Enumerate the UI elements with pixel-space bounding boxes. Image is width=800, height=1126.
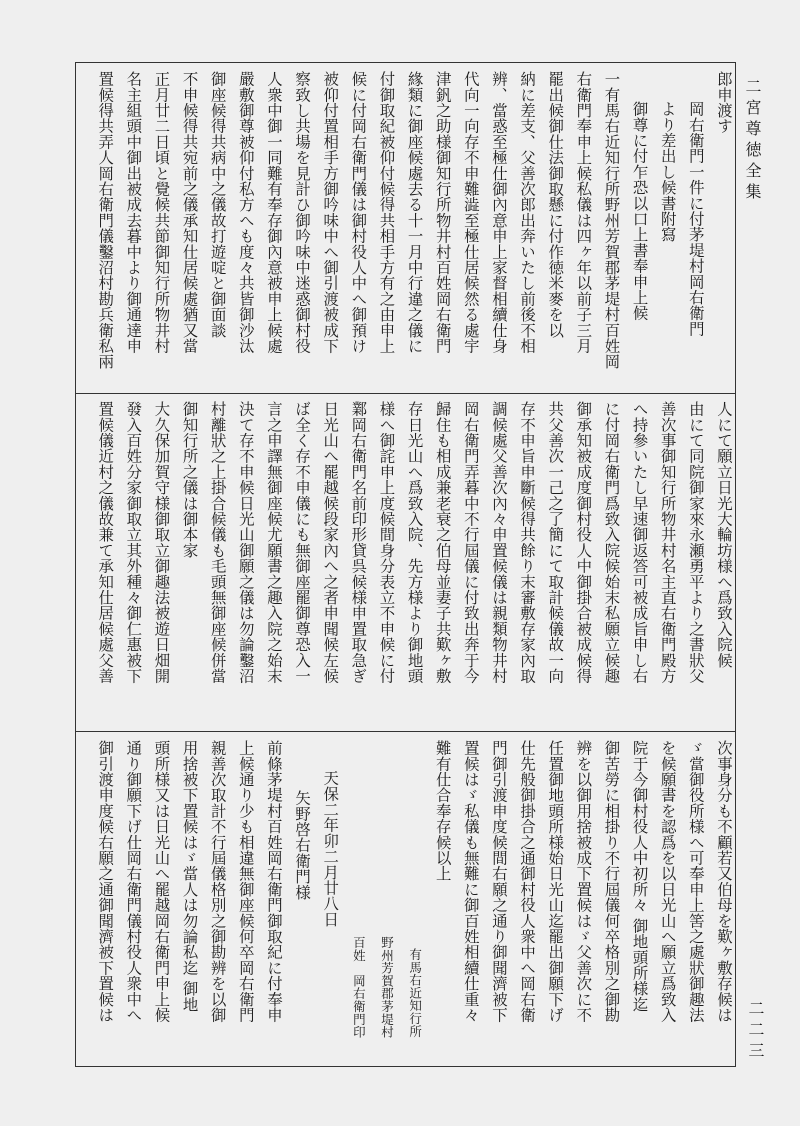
running-title: 二宮尊徳全集 bbox=[743, 78, 762, 204]
text-column: 置候はゞ私儀も無難に御百姓相續仕重々 bbox=[461, 740, 480, 1023]
text-column: より差出し候書附寫 bbox=[658, 101, 677, 243]
text-column: 次事身分も不顧若又伯母を歎ヶ敷存候は bbox=[715, 740, 733, 1023]
text-column: 御座候得共病中之儀故打遊啶と御面談 bbox=[208, 71, 227, 338]
text-column: 御尊に付乍恐以口上書奉申上候 bbox=[630, 101, 649, 321]
text-column: 津釩之助様御知行所物井村百姓岡右衛門 bbox=[433, 71, 452, 354]
text-column: 調候處父善次內々申置候儀は親類物井村 bbox=[490, 401, 508, 684]
text-column: 一有馬右近知行所野州芳賀郡茅堤村百姓岡 bbox=[602, 71, 621, 370]
page-number: 二二三 bbox=[746, 1000, 765, 1063]
text-column: 人衆中御一同難有奉存御內意被申上候處 bbox=[265, 71, 283, 354]
text-column: 共父善次一己之了簡にて取計候儀故一向 bbox=[546, 401, 565, 684]
text-frame bbox=[75, 62, 736, 1067]
text-column: を候願書を認爲を以日光山へ願立爲致入 bbox=[658, 740, 677, 1023]
text-column: 郎申渡す bbox=[715, 71, 733, 134]
text-column: ば全く存不申儀にも無御座罷御尊恐入一 bbox=[293, 401, 312, 684]
text-column: へ持參いたし早速御返答可被成旨申し右 bbox=[630, 401, 649, 684]
text-band-bottom bbox=[76, 740, 743, 1058]
text-column: 言之申譯無御座候尤願書之趣入院之始末 bbox=[265, 401, 283, 684]
text-column: 候に付岡右衛門儀は御村役人中へ御預け bbox=[349, 71, 368, 354]
text-column: 右衛門奉申上候私儀は四ヶ年以前子三月 bbox=[574, 71, 593, 354]
text-column: 緣類に御座候處去る十一月中行違之儀に bbox=[405, 71, 424, 354]
text-column: 歸住も相成兼老衰之伯母並妻子共歎ヶ敷 bbox=[433, 401, 452, 684]
text-column: 罷出候御仕法御取懸に付作徳米麥を以 bbox=[546, 71, 565, 338]
text-column: 御知行所之儀は御本家 bbox=[180, 401, 199, 558]
text-column: 存日光山へ爲致入院、先方様より御地頭 bbox=[405, 401, 424, 684]
text-column: 由にて同院御家來永瀬勇平より之書狀父 bbox=[686, 401, 705, 684]
text-column: 正月廿二日頃と覺候共節御知行所物井村 bbox=[152, 71, 171, 354]
text-column: 用捨被下置候はゞ當人は勿論私迄 御地 bbox=[180, 740, 199, 1013]
text-column: 任置御地頭所様始日光山迄罷出御願下げ bbox=[546, 740, 565, 1023]
text-column: 納に差支、父善次郎出奔いたし前後不相 bbox=[518, 71, 537, 354]
text-column: に付岡右衛門爲致入院候始末私願立候趣 bbox=[602, 401, 621, 684]
text-column: 代向一向存不申難澁至極仕居候然る處宇 bbox=[461, 71, 480, 354]
text-column: 存不申旨申斷候得共餘り末審敷存家內取 bbox=[518, 401, 537, 684]
text-column: 置候得共弄人岡右衛門儀鑿沼村勘兵衛私兩 bbox=[96, 71, 115, 370]
text-column: 被仰付置相手方御吟味中へ御引渡被成下 bbox=[321, 71, 340, 354]
text-column: 岡右衛門弄暮中不行屆儀に付致出奔于今 bbox=[461, 401, 480, 684]
text-column: 發入百姓分家御取立其外種々御仁惠被下 bbox=[124, 401, 143, 684]
text-column: 察致し共場を見計ひ御吟味中迷惑御村役 bbox=[293, 71, 312, 354]
text-column: ゞ當御役所様へ可奉申上筈之處狀御趣法 bbox=[686, 740, 705, 1023]
text-column: 院于今御村役人中初所々 御地頭所様迄 bbox=[630, 740, 649, 1013]
text-column: 辨、當惑至極仕御內意申上家督相續仕身 bbox=[490, 71, 508, 354]
text-band-top bbox=[76, 71, 743, 384]
text-column: 門御引渡申度候間右願之通り御聞濟被下 bbox=[490, 740, 508, 1023]
divider-rule bbox=[76, 393, 735, 394]
text-column: 人にて願立日光大輪坊様へ爲致入院候 bbox=[715, 401, 733, 668]
text-column: 野州芳賀郡茅堤村 bbox=[379, 935, 395, 1038]
text-column: 天保二年卯二月廿八日 bbox=[321, 770, 340, 927]
text-column: 村離狀之上掛合候儀も毛頭無御座候併當 bbox=[208, 401, 227, 684]
text-column: 百姓 岡右衛門印 bbox=[351, 935, 367, 1038]
text-column: 上候通り少も相違無御座候何卒岡右衛門 bbox=[236, 740, 255, 1023]
text-column: 不申候得共宛前之儀承知仕居候處猶又當 bbox=[180, 71, 199, 354]
text-column: 難有仕合奉存候以上 bbox=[433, 740, 452, 882]
text-column: 善次事御知行所物井村名主直右衛門殿方 bbox=[658, 401, 677, 684]
text-column: 矢野啓右衛門様 bbox=[293, 790, 312, 900]
text-column: 仕先般御掛合之通御村役人衆中へ岡右衛 bbox=[518, 740, 537, 1023]
text-column: 決て存不申候日光山御願之儀は勿論鑿沼 bbox=[236, 401, 255, 684]
text-column: 通り御願下げ仕岡右衛門儀村役人衆中へ bbox=[124, 740, 143, 1023]
text-column: 頭所様又は日光山へ罷越岡右衛門申上候 bbox=[152, 740, 171, 1023]
text-column: 前條茅堤村百姓岡右衛門御取紀に付奉申 bbox=[265, 740, 283, 1023]
text-column: 鄴岡右衛門名前印形貸呉候様申置取急ぎ bbox=[349, 401, 368, 684]
text-column: 有馬右近知行所 bbox=[407, 948, 423, 1038]
text-column: 御引渡申度候右願之通御聞濟被下置候は bbox=[96, 740, 115, 1023]
text-column: 付御取紀被仰付候得共相手方有之由申上 bbox=[377, 71, 396, 354]
text-column: 日光山へ罷越候段家內へ之者申聞候左候 bbox=[321, 401, 340, 684]
text-column: 辨を以御用捨被成下置候はゞ父善次に不 bbox=[574, 740, 593, 1023]
text-column: 御承知被成度御村役人中御掛合被成候得 bbox=[574, 401, 593, 684]
text-column: 岡右衛門一件に付茅堤村岡右衛門 bbox=[686, 101, 705, 337]
text-column: 様へ御詫申上度候間身分表立不申候に付 bbox=[377, 401, 396, 684]
text-column: 大久保加賀守様御取立御趣法被遊日畑開 bbox=[152, 401, 171, 684]
text-column: 置候儀近村之儀故兼て承知仕居候處父善 bbox=[96, 401, 115, 684]
text-column: 名主組頭中御出被成去暮中より御通達申 bbox=[124, 71, 143, 354]
text-column: 御苦勞に相掛り不行屆儀何卒格別之御勘 bbox=[602, 740, 621, 1023]
text-column: 親善次取計不行屆儀格別之御勘辨を以御 bbox=[208, 740, 227, 1023]
text-column: 嚴敷御尊被仰付私方へも度々共皆御沙汰 bbox=[236, 71, 255, 354]
divider-rule bbox=[76, 731, 735, 732]
text-band-middle bbox=[76, 401, 743, 723]
